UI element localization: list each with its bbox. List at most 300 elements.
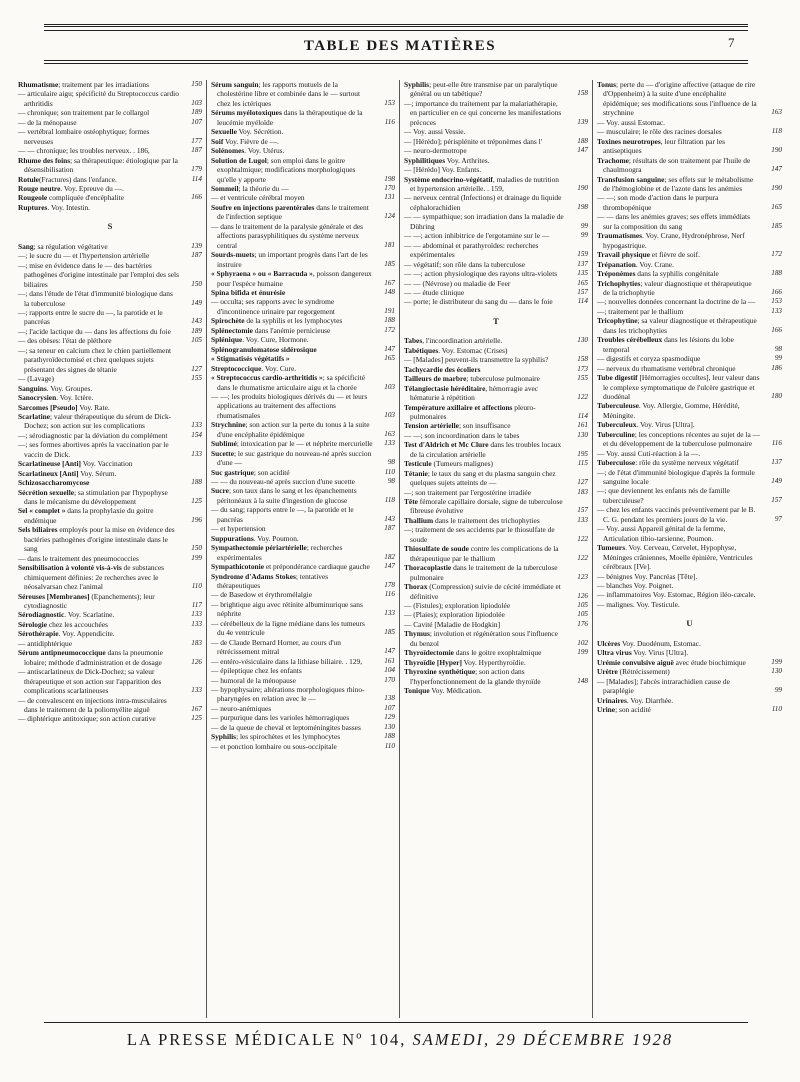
index-entry-detail: — de Basedow et érythromélalgie xyxy=(211,590,312,600)
index-entry-text xyxy=(597,193,760,212)
index-entry-heading: Tabes xyxy=(404,336,423,346)
index-entry xyxy=(211,420,395,439)
index-entry-page: 150 xyxy=(191,80,202,88)
index-entry xyxy=(211,80,395,108)
index-entry xyxy=(404,667,588,686)
index-entry-detail: — — étude clinique xyxy=(404,287,465,297)
index-entry-text xyxy=(211,619,373,638)
index-entry-detail: (Rétrécissement) xyxy=(617,667,670,677)
index-entry-detail: — vertébral lombaire ostéophytique; formes nerveuses xyxy=(18,127,150,146)
index-entry xyxy=(211,364,395,373)
footer-line xyxy=(0,1030,800,1050)
index-entry-detail: — —; son mode d'action dans le purpura thrombopénique xyxy=(597,193,719,212)
index-entry-heading: Travail physique xyxy=(597,250,651,260)
index-entry-text xyxy=(211,600,373,619)
index-entry-text xyxy=(211,420,373,439)
index-entry-page: 110 xyxy=(191,582,202,591)
index-entry-page: 137 xyxy=(771,458,782,467)
index-column-2 xyxy=(207,80,400,1018)
index-entry-text xyxy=(404,175,566,194)
index-entry xyxy=(404,156,588,165)
index-entry-detail: — épileptique chez les enfants xyxy=(211,666,302,676)
index-entry-text xyxy=(404,346,566,355)
index-entry xyxy=(211,156,395,184)
index-entry-page: 133 xyxy=(577,515,588,524)
index-entry-text xyxy=(404,421,566,430)
index-entry-heading: Strychnine xyxy=(211,420,246,430)
index-entry-page: 133 xyxy=(191,619,202,628)
index-entry-text xyxy=(18,403,180,412)
index-entry-detail: fémorale capillaire dorsale, signe de tuberculose fibreuse évolutive xyxy=(410,497,563,516)
index-entry-text xyxy=(597,658,760,667)
index-entry-page: 166 xyxy=(771,325,782,334)
index-entry-detail: de la syphilis et les lymphocytes xyxy=(244,316,343,326)
index-entry-heading: Tailleurs de marbre xyxy=(404,374,467,384)
index-entry-page: 99 xyxy=(580,221,588,230)
index-entry xyxy=(18,554,202,563)
index-entry-text xyxy=(404,336,566,345)
index-entry xyxy=(211,146,395,155)
index-entry xyxy=(404,365,588,374)
index-entry xyxy=(597,430,782,449)
index-entry xyxy=(404,648,588,657)
index-entry-heading: Suc gastrique xyxy=(211,467,254,477)
index-entry-page: 183 xyxy=(191,638,202,647)
index-entry-detail: — neuro-anémiques xyxy=(211,703,272,713)
index-entry-detail: ; sa spécificité dans le rhumatisme articulaire aigu et la chorée xyxy=(217,373,366,392)
index-entry-detail: — — chronique; les troubles nerveux. . 186, xyxy=(18,146,150,156)
index-entry xyxy=(404,421,588,430)
index-entry-detail: Voy. Rate. xyxy=(77,402,110,412)
index-entry-text xyxy=(597,581,760,590)
index-entry-page: 153 xyxy=(771,297,782,306)
index-entry xyxy=(18,374,202,383)
index-entry xyxy=(404,212,588,231)
index-entry-page: 198 xyxy=(384,174,395,183)
index-entry-text xyxy=(211,108,373,127)
index-entry xyxy=(597,572,782,581)
index-entry-text xyxy=(18,639,180,648)
index-entry-text xyxy=(211,250,373,269)
index-entry xyxy=(211,666,395,675)
index-entry-detail: ; perte du — d'origine affective (attaque de rire d'Oppenheim) à la suite d'une encéphalite épidémique; ses modifications sous l'influence de la strychnine xyxy=(603,80,757,118)
index-entry-detail: ; tuberculose pulmonaire xyxy=(466,374,540,384)
index-entry-text xyxy=(404,99,566,127)
index-entry-page: 102 xyxy=(577,638,588,647)
index-entry xyxy=(18,412,202,431)
index-entry-heading: Sucette xyxy=(211,448,234,458)
index-entry-text xyxy=(18,469,180,478)
index-entry-detail: — humoral de la ménopause xyxy=(211,675,296,685)
index-entry-page: 153 xyxy=(384,98,395,107)
index-entry-page: 170 xyxy=(384,183,395,192)
index-entry-text xyxy=(18,459,180,468)
index-entry-detail: dans la prophylaxie du goitre endémique xyxy=(24,506,154,525)
index-entry-page: 199 xyxy=(191,553,202,562)
index-entry-detail: dans la pneumonie lobaire; méthode d'administration et de dosage xyxy=(24,648,163,667)
index-entry-text xyxy=(18,525,180,553)
index-entry-page: 181 xyxy=(384,240,395,249)
index-entry-detail: ; les spirochètes et les lymphocytes xyxy=(236,732,341,742)
index-entry-page: 188 xyxy=(577,136,588,145)
index-entry xyxy=(211,704,395,713)
index-entry-heading: Télangiectasie héréditaire xyxy=(404,383,486,393)
index-entry-text xyxy=(211,685,373,704)
index-entry-page: 157 xyxy=(577,287,588,296)
index-entry-text xyxy=(597,269,760,278)
index-entry-detail: Voy. Virus [Ultra]. xyxy=(631,648,689,658)
index-entry-detail: ; ses effets sur le métabolisme de l'hémoglobine et de l'azote dans les anémies xyxy=(603,174,754,193)
index-entry-text xyxy=(18,440,180,459)
index-entry-text xyxy=(404,620,566,629)
index-entry-detail: — digestifs et coryza spasmodique xyxy=(597,354,701,364)
index-entry xyxy=(597,543,782,571)
index-entry-text xyxy=(597,696,760,705)
index-entry xyxy=(597,420,782,429)
index-entry xyxy=(18,156,202,175)
index-entry xyxy=(18,610,202,619)
index-entry-text xyxy=(211,657,373,666)
index-entry-heading: Tricophytine xyxy=(597,316,638,326)
page-number: 7 xyxy=(728,35,735,50)
index-entry-detail: ; sa valeur diagnostique et thérapeutique dans les trichophyties xyxy=(603,316,757,335)
index-entry-text xyxy=(597,118,760,127)
index-entry-page: 103 xyxy=(191,98,202,107)
index-entry-detail: ; le suc gastrique du nouveau-né après succion d'une — xyxy=(217,448,372,468)
index-entry-heading: « Sphyraena » ou « Barracuda » xyxy=(211,269,313,279)
index-entry xyxy=(597,354,782,363)
index-entry-text xyxy=(18,308,180,327)
index-entry xyxy=(404,403,588,422)
index-entry-page: 110 xyxy=(384,467,395,476)
index-entry-page: 133 xyxy=(191,421,202,430)
index-entry-page: 129 xyxy=(384,713,395,722)
index-entry xyxy=(404,582,588,601)
index-entry-detail: . Voy. Ictère. xyxy=(56,393,94,403)
index-entry-detail: — — sympathique; son irradiation dans la maladie de Dühring xyxy=(404,212,564,231)
index-entry xyxy=(597,468,782,487)
index-entry-text xyxy=(597,449,760,458)
index-entry-text xyxy=(404,525,566,544)
index-entry xyxy=(597,505,782,524)
section-letter: T xyxy=(493,315,499,326)
index-entry xyxy=(18,80,202,89)
index-entry-page: 131 xyxy=(384,193,395,202)
index-entry-heading: Tachycardie des écoliers xyxy=(404,364,481,374)
index-entry-text xyxy=(18,488,180,507)
index-entry-text xyxy=(211,345,373,354)
index-entry-page: 117 xyxy=(191,601,202,610)
index-entry-page: 165 xyxy=(384,354,395,363)
index-entry-page: 114 xyxy=(577,297,588,306)
index-entry xyxy=(211,590,395,599)
index-entry-heading: Urètre xyxy=(597,667,618,677)
index-entry-page: 187 xyxy=(191,251,202,260)
index-entry-detail: ; sa régulation végétative xyxy=(33,241,108,251)
index-entry-detail: — [Hérédo] Voy. Enfants. xyxy=(404,165,482,175)
index-entry-page: 157 xyxy=(577,506,588,515)
index-entry xyxy=(211,439,395,448)
index-entry-text xyxy=(597,648,760,657)
index-entry-detail: — (Lavage) xyxy=(18,374,54,384)
index-entry-heading: Urémie convulsive aiguë xyxy=(597,657,674,667)
index-entry-heading: Ulcères xyxy=(597,638,621,648)
index-entry-page: 110 xyxy=(384,741,395,750)
index-entry-page: 116 xyxy=(384,590,395,599)
index-entry-text xyxy=(597,600,760,609)
index-entry-detail: — — du nouveau-né après succion d'une sucette xyxy=(211,477,355,487)
index-entry-heading: Tuberculose xyxy=(597,458,636,468)
index-entry-detail: — blanches Voy. Poignet. xyxy=(597,581,674,591)
index-entry-page: 166 xyxy=(771,287,782,296)
index-entry-text xyxy=(404,469,566,488)
index-entry-page: 99 xyxy=(774,686,782,695)
index-entry-text xyxy=(211,335,373,344)
index-entry xyxy=(18,346,202,374)
index-entry xyxy=(597,118,782,127)
index-entry-text xyxy=(18,346,180,374)
index-entry-heading: Sucre xyxy=(211,486,229,496)
index-entry-heading: Sublimé xyxy=(211,439,237,449)
index-entry-page: 116 xyxy=(771,439,782,448)
index-entry-text xyxy=(597,335,760,354)
index-entry xyxy=(404,601,588,610)
index-entry xyxy=(404,279,588,288)
index-entry xyxy=(18,308,202,327)
index-entry xyxy=(597,667,782,676)
index-entry-text xyxy=(404,212,566,231)
index-entry-heading: Streptococcique xyxy=(211,363,262,373)
index-entry-text xyxy=(404,127,566,136)
index-entry-detail: — [Hérédo]; périsplénite et tréponèmes dans l' xyxy=(404,136,543,146)
index-entry-text xyxy=(18,478,180,487)
index-entry-text xyxy=(597,572,760,581)
index-entry-detail: dans le traitement de l'infection septique xyxy=(217,202,369,222)
index-entry-detail: — antiscarlatineux de Dick-Dochez; sa valeur thérapeutique et son action sur l'apparition des complications scarlatineuses xyxy=(18,667,162,696)
index-entry-heading: Suppurations xyxy=(211,533,254,543)
index-entry xyxy=(18,242,202,251)
index-entry-detail: — Voy. aussi Appareil génital de la femme, Articulation tibio-tarsienne, Poumon. xyxy=(597,524,726,543)
index-entry-detail: ; sa thérapeutique: étiologique par la désensibilisation xyxy=(24,155,178,175)
index-entry-page: 182 xyxy=(384,552,395,561)
index-entry-heading: Troubles cérébelleux xyxy=(597,335,663,345)
index-entry-text xyxy=(597,137,760,156)
index-entry-text xyxy=(404,459,566,468)
index-entry-text xyxy=(404,629,566,648)
index-entry xyxy=(18,469,202,478)
index-entry-text xyxy=(18,261,180,289)
index-entry-detail: . Voy. Appendicite. xyxy=(58,629,115,639)
index-entry-page: 199 xyxy=(771,657,782,666)
index-entry-detail: — chronique; son traitement par le collargol xyxy=(18,108,150,118)
index-entry xyxy=(597,316,782,335)
index-entry-page: 118 xyxy=(771,127,782,136)
index-entry-detail: — dans le traitement de la paralysie générale et des affections parasyphilitiques du système nerveux central xyxy=(211,221,364,250)
index-entry-detail: (Tumeurs malignes) xyxy=(431,459,493,469)
index-entry xyxy=(18,289,202,308)
index-entry xyxy=(211,685,395,704)
index-entry xyxy=(404,374,588,383)
index-entry-text xyxy=(211,156,373,184)
index-entry-text xyxy=(18,506,180,525)
index-entry xyxy=(211,392,395,420)
index-entry-text xyxy=(211,449,373,468)
index-entry-page: 167 xyxy=(191,705,202,713)
index-entry xyxy=(597,600,782,609)
index-entry-text xyxy=(211,364,373,373)
index-entry-page: 149 xyxy=(771,477,782,486)
index-entry-detail: — —; action inhibitrice de l'ergotamine sur le — xyxy=(404,231,550,241)
index-entry-detail: — et ventricule cérébral moyen xyxy=(211,193,305,203)
index-entry xyxy=(211,269,395,288)
index-entry xyxy=(211,297,395,316)
index-entry-heading: Sexuelle xyxy=(211,127,237,137)
index-entry xyxy=(18,251,202,260)
index-entry-page: 105 xyxy=(577,601,588,610)
index-entry xyxy=(597,231,782,250)
index-entry-heading: Rhumatisme xyxy=(18,80,59,89)
index-entry-text xyxy=(18,89,180,108)
index-column-1 xyxy=(14,80,207,1018)
index-entry-detail: ; résultats de son traitement par l'huile de chaulmoogra xyxy=(603,155,751,175)
index-entry-heading: Splénectomie xyxy=(211,325,253,335)
index-entry-detail: —; sérodiagnostic par la déviation du complément xyxy=(18,430,168,440)
index-entry-detail: ; recherches expérimentales xyxy=(217,543,343,562)
index-entry-detail: — brightique aigu avec rétinite albuminurique sans néphrite xyxy=(211,599,363,619)
index-entry xyxy=(211,543,395,562)
index-entry-page: 139 xyxy=(191,241,202,250)
index-entry-heading: Tonus xyxy=(597,80,617,89)
index-entry-heading: Syphilitiques xyxy=(404,155,446,165)
index-entry-detail: dans le traitement de la tuberculose pulmonaire xyxy=(410,563,558,582)
index-entry xyxy=(404,544,588,563)
index-entry-page: 199 xyxy=(577,648,588,657)
index-entry xyxy=(597,639,782,648)
index-entry xyxy=(404,346,588,355)
index-entry-page: 107 xyxy=(384,703,395,712)
index-entry-text xyxy=(211,505,373,524)
index-entry-heading: Séreuses [Membranes] xyxy=(18,591,90,601)
index-entry-page: 147 xyxy=(384,647,395,656)
index-entry-page: 158 xyxy=(577,355,588,364)
index-entry-text xyxy=(404,658,566,667)
footer-issue: Nº 104, xyxy=(342,1030,407,1049)
index-entry-page: 126 xyxy=(577,591,588,600)
index-entry-detail: ; son acidité xyxy=(615,705,651,714)
index-entry xyxy=(211,562,395,571)
index-entry-page: 114 xyxy=(191,174,202,183)
index-entry-text xyxy=(211,562,373,571)
index-entry-detail: —; de l'état d'immunité biologique d'après la formule sanguine locale xyxy=(597,467,755,487)
index-entry-text xyxy=(597,316,760,335)
index-entry-detail: — Cavité [Maladie de Hodgkin] xyxy=(404,619,501,629)
index-entry xyxy=(597,193,782,212)
index-entry-detail: ; tentatives thérapeutiques xyxy=(217,571,329,591)
index-entry-page: 97 xyxy=(774,514,782,523)
index-entry-text xyxy=(597,420,760,429)
index-entry-page: 187 xyxy=(191,146,202,155)
index-entry-text xyxy=(404,355,566,364)
index-entry-detail: . Voy. Cure. xyxy=(261,363,297,373)
index-entry-page: 196 xyxy=(191,515,202,524)
index-entry-page: 148 xyxy=(577,676,588,685)
index-entry-detail: — antidiphtérique xyxy=(18,638,72,648)
index-entry xyxy=(18,506,202,525)
index-entry-page: 183 xyxy=(577,487,588,496)
index-entry-page: 170 xyxy=(384,675,395,684)
index-entry-page: 185 xyxy=(384,259,395,268)
index-entry-detail: —; l'acide lactique du — dans les affections du foie xyxy=(18,326,171,336)
index-entry xyxy=(404,384,588,403)
index-entry xyxy=(211,723,395,732)
index-entry-text xyxy=(18,393,180,402)
index-entry-page: 147 xyxy=(577,146,588,155)
index-entry xyxy=(18,478,202,487)
index-entry-text xyxy=(211,524,373,533)
index-entry-page: 191 xyxy=(384,306,395,315)
top-thin-rule xyxy=(44,30,748,31)
index-entry-heading: Soufre en injections parentérales xyxy=(211,202,315,212)
index-entry-page: 189 xyxy=(191,108,202,117)
index-entry-text xyxy=(404,384,566,403)
index-entry-heading: « Stigmatisés végétatifs » xyxy=(211,354,290,364)
index-entry-text xyxy=(211,288,373,297)
index-entry-text xyxy=(18,629,180,638)
index-entry-page: 180 xyxy=(771,391,782,400)
index-entry-detail: — —; les produits biologiques dérivés du — et leurs applications au traitement des affections rhumatismales xyxy=(211,391,368,420)
index-entry-text xyxy=(597,156,760,175)
index-entry-detail: — Voy. aussi Estomac. xyxy=(597,117,666,127)
index-entry-detail: — Voy. aussi Cuti-réaction à la —. xyxy=(597,448,701,458)
index-entry-text xyxy=(597,590,760,599)
index-entry-page: 185 xyxy=(771,221,782,230)
index-entry xyxy=(597,335,782,354)
index-entry-detail: dans l'anémie pernicieuse xyxy=(252,325,331,335)
index-entry-text xyxy=(211,146,373,155)
index-entry-page: 158 xyxy=(577,89,588,98)
index-entry-page: 98 xyxy=(387,458,395,467)
index-entry-detail: — (Plaies); exploration lipiodolée xyxy=(404,610,505,620)
index-entry-text xyxy=(211,184,373,193)
index-entry-detail: — —; son incoordination dans le tabes xyxy=(404,430,520,440)
index-entry-page: 190 xyxy=(577,183,588,192)
index-entry-heading: Thiosulfate de soude xyxy=(404,544,469,554)
index-entry-page: 185 xyxy=(384,628,395,637)
index-entry-detail: ; son taux dans le sang et les épanchements péritonéaux à la suite d'ingestion de glucose xyxy=(217,486,357,505)
index-entry xyxy=(211,137,395,146)
index-entry-detail: — de la queue de cheval et leptoméningites basses xyxy=(211,722,361,732)
index-entry-text xyxy=(211,439,373,448)
index-entry-detail: ; involution et régénération sous l'influence du benzol xyxy=(410,629,558,648)
index-entry xyxy=(211,572,395,591)
index-entry-detail: . Voy. Diarrhée. xyxy=(626,695,674,705)
index-entry-page: 148 xyxy=(384,287,395,296)
index-entry-heading: Thoracoplastie xyxy=(404,563,452,573)
index-entry xyxy=(597,590,782,599)
index-entry-detail: . Voy. Epreuve du —. xyxy=(60,183,124,193)
index-entry-page: 189 xyxy=(191,326,202,335)
index-entry-text xyxy=(18,648,180,667)
index-entry xyxy=(211,657,395,666)
index-entry-heading: Sensibilisation à volonté vis-à-vis xyxy=(18,563,122,573)
index-entry-heading: Solution de Lugol xyxy=(211,155,267,165)
index-entry-page: 127 xyxy=(191,364,202,373)
index-entry-page: 98 xyxy=(387,477,395,486)
index-entry-detail: chez les accouchées xyxy=(47,619,108,629)
index-entry-detail: : rôle du système nerveux végétatif xyxy=(635,458,739,468)
index-entry-heading: Thymus xyxy=(404,629,430,639)
index-entry-text xyxy=(18,156,180,175)
